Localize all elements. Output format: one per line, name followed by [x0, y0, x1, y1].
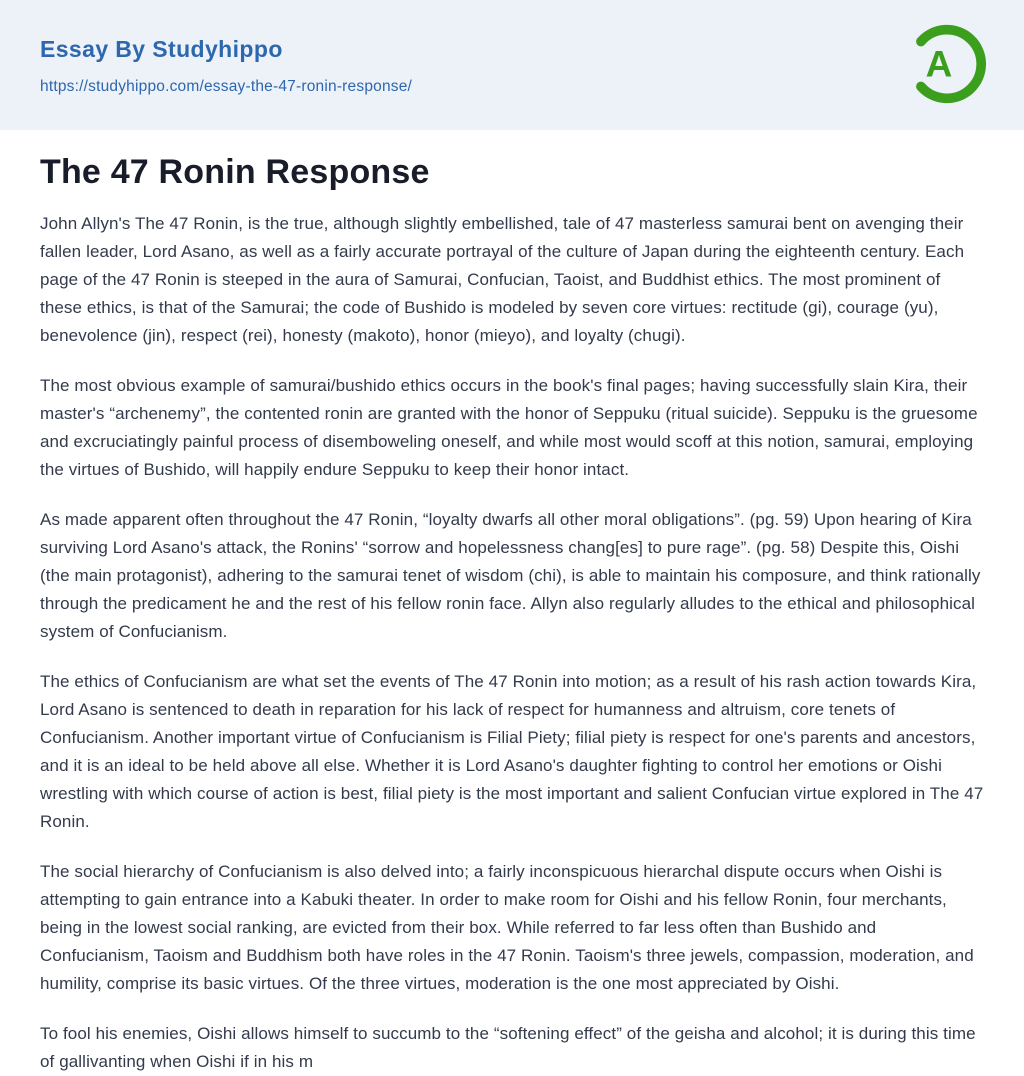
header-text-block — [40, 36, 990, 96]
essay-url-link[interactable]: https://studyhippo.com/essay-the-47-ronin-response/ — [40, 78, 413, 95]
studyhippo-logo-icon — [902, 20, 990, 108]
essay-content — [0, 150, 1024, 1076]
logo-letter: A — [925, 43, 953, 85]
page-header — [0, 0, 1024, 130]
essay-paragraph: To fool his enemies, Oishi allows himself to succumb to the “softening effect” of the geisha and alcohol; it is during this time of gallivanting when Oishi if in his m — [40, 1024, 976, 1071]
essay-paragraph: John Allyn's The 47 Ronin, is the true, although slightly embellished, tale of 47 masterless samurai bent on avenging their fallen leader, Lord Asano, as well as a fairly accurate portrayal of the culture of Japan during the eighteenth century. Each page of the 47 Ronin is steeped in the aura of Samurai, Confucian, Taoist, and Buddhist ethics. The most prominent of these ethics, is that of the Samurai; the code of Bushido is modeled by seven core virtues: rectitude (gi), courage (yu), benevolence (jin), respect (rei), honesty (makoto), honor (mieyo), and loyalty (chugi). — [40, 214, 965, 345]
essay-paragraph: The ethics of Confucianism are what set the events of The 47 Ronin into motion; as a result of his rash action towards Kira, Lord Asano is sentenced to death in reparation for his lack of respect for humanness and altruism, core tenets of Confucianism. Another important virtue of Confucianism is Filial Piety; filial piety is respect for one's parents and ancestors, and it is an ideal to be held above all else. Whether it is Lord Asano's daughter fighting to control her emotions or Oishi wrestling with which course of action is best, filial piety is the most important and salient Confucian virtue explored in The 47 Ronin. — [40, 672, 984, 831]
essay-paragraph: The social hierarchy of Confucianism is also delved into; a fairly inconspicuous hierarchal dispute occurs when Oishi is attempting to gain entrance into a Kabuki theater. In order to make room for Oishi and his fellow Ronin, four merchants, being in the lowest social ranking, are evicted from their box. While referred to far less often than Bushido and Confucianism, Taoism and Buddhism both have roles in the 47 Ronin. Taoism's three jewels, compassion, moderation, and humility, comprise its basic virtues. Of the three virtues, moderation is the one most appreciated by Oishi. — [40, 862, 974, 993]
site-title: Essay By Studyhippo — [40, 36, 283, 62]
essay-body — [40, 210, 984, 1076]
essay-paragraph: The most obvious example of samurai/bushido ethics occurs in the book's final pages; having successfully slain Kira, their master's “archenemy”, the contented ronin are granted with the honor of Seppuku (ritual suicide). Seppuku is the gruesome and excruciatingly painful process of disemboweling oneself, and while most would scoff at this notion, samurai, employing the virtues of Bushido, will happily endure Seppuku to keep their honor intact. — [40, 376, 978, 479]
essay-paragraph: As made apparent often throughout the 47 Ronin, “loyalty dwarfs all other moral obligations”. (pg. 59) Upon hearing of Kira surviving Lord Asano's attack, the Ronins' “sorrow and hopelessness chang[es] to pure rage”. (pg. 58) Despite this, Oishi (the main protagonist), adhering to the samurai tenet of wisdom (chi), is able to maintain his composure, and think rationally through the predicament he and the rest of his fellow ronin face. Allyn also regularly alludes to the ethical and philosophical system of Confucianism. — [40, 510, 981, 641]
essay-title: The 47 Ronin Response — [40, 153, 430, 191]
